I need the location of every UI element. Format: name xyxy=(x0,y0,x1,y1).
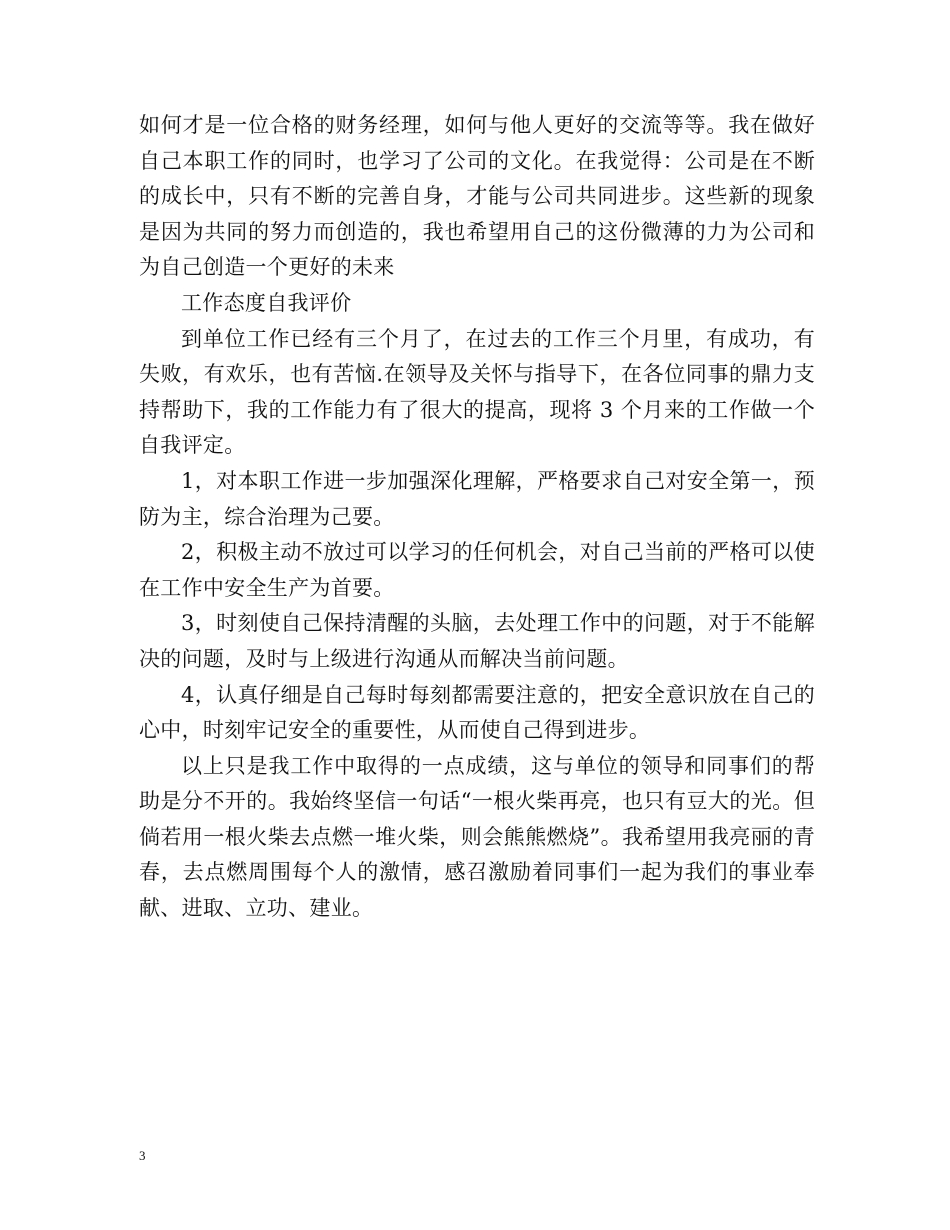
list-item-4: 4，认真仔细是自己每时每刻都需要注意的，把安全意识放在自己的心中，时刻牢记安全的重要性，从而使自己得到进步。 xyxy=(139,682,815,743)
paragraph-conclusion: 以上只是我工作中取得的一点成绩，这与单位的领导和同事们的帮助是分不开的。我始终坚信一句话“一根火柴再亮，也只有豆大的光。但倘若用一根火柴去点燃一堆火柴，则会熊熊燃烧”。我希望用我亮丽的青春，去点燃周围每个人的激情，感召激励着同事们一起为我们的事业奉献、进取、立功、建业。 xyxy=(139,753,815,921)
paragraph-continuation: 如何才是一位合格的财务经理，如何与他人更好的交流等等。我在做好自己本职工作的同时，也学习了公司的文化。在我觉得：公司是在不断的成长中，只有不断的完善自身，才能与公司共同进步。这些新的现象是因为共同的努力而创造的，我也希望用自己的这份微薄的力为公司和为自己创造一个更好的未来 xyxy=(139,113,815,280)
page-number: 3 xyxy=(139,1148,146,1163)
document-body xyxy=(139,108,815,927)
list-item-2: 2，积极主动不放过可以学习的任何机会，对自己当前的严格可以使在工作中安全生产为首要。 xyxy=(139,540,815,600)
section-heading: 工作态度自我评价 xyxy=(181,290,352,315)
paragraph-intro: 到单位工作已经有三个月了，在过去的工作三个月里，有成功，有失败，有欢乐，也有苦恼.在领导及关怀与指导下，在各位同事的鼎力支持帮助下，我的工作能力有了很大的提高，现将 3 个月来的工作做一个自我评定。 xyxy=(139,326,815,458)
list-item-3: 3，时刻使自己保持清醒的头脑，去处理工作中的问题，对于不能解决的问题，及时与上级进行沟通从而解决当前问题。 xyxy=(139,611,815,671)
list-item-1: 1，对本职工作进一步加强深化理解，严格要求自己对安全第一，预防为主，综合治理为己要。 xyxy=(139,468,815,529)
